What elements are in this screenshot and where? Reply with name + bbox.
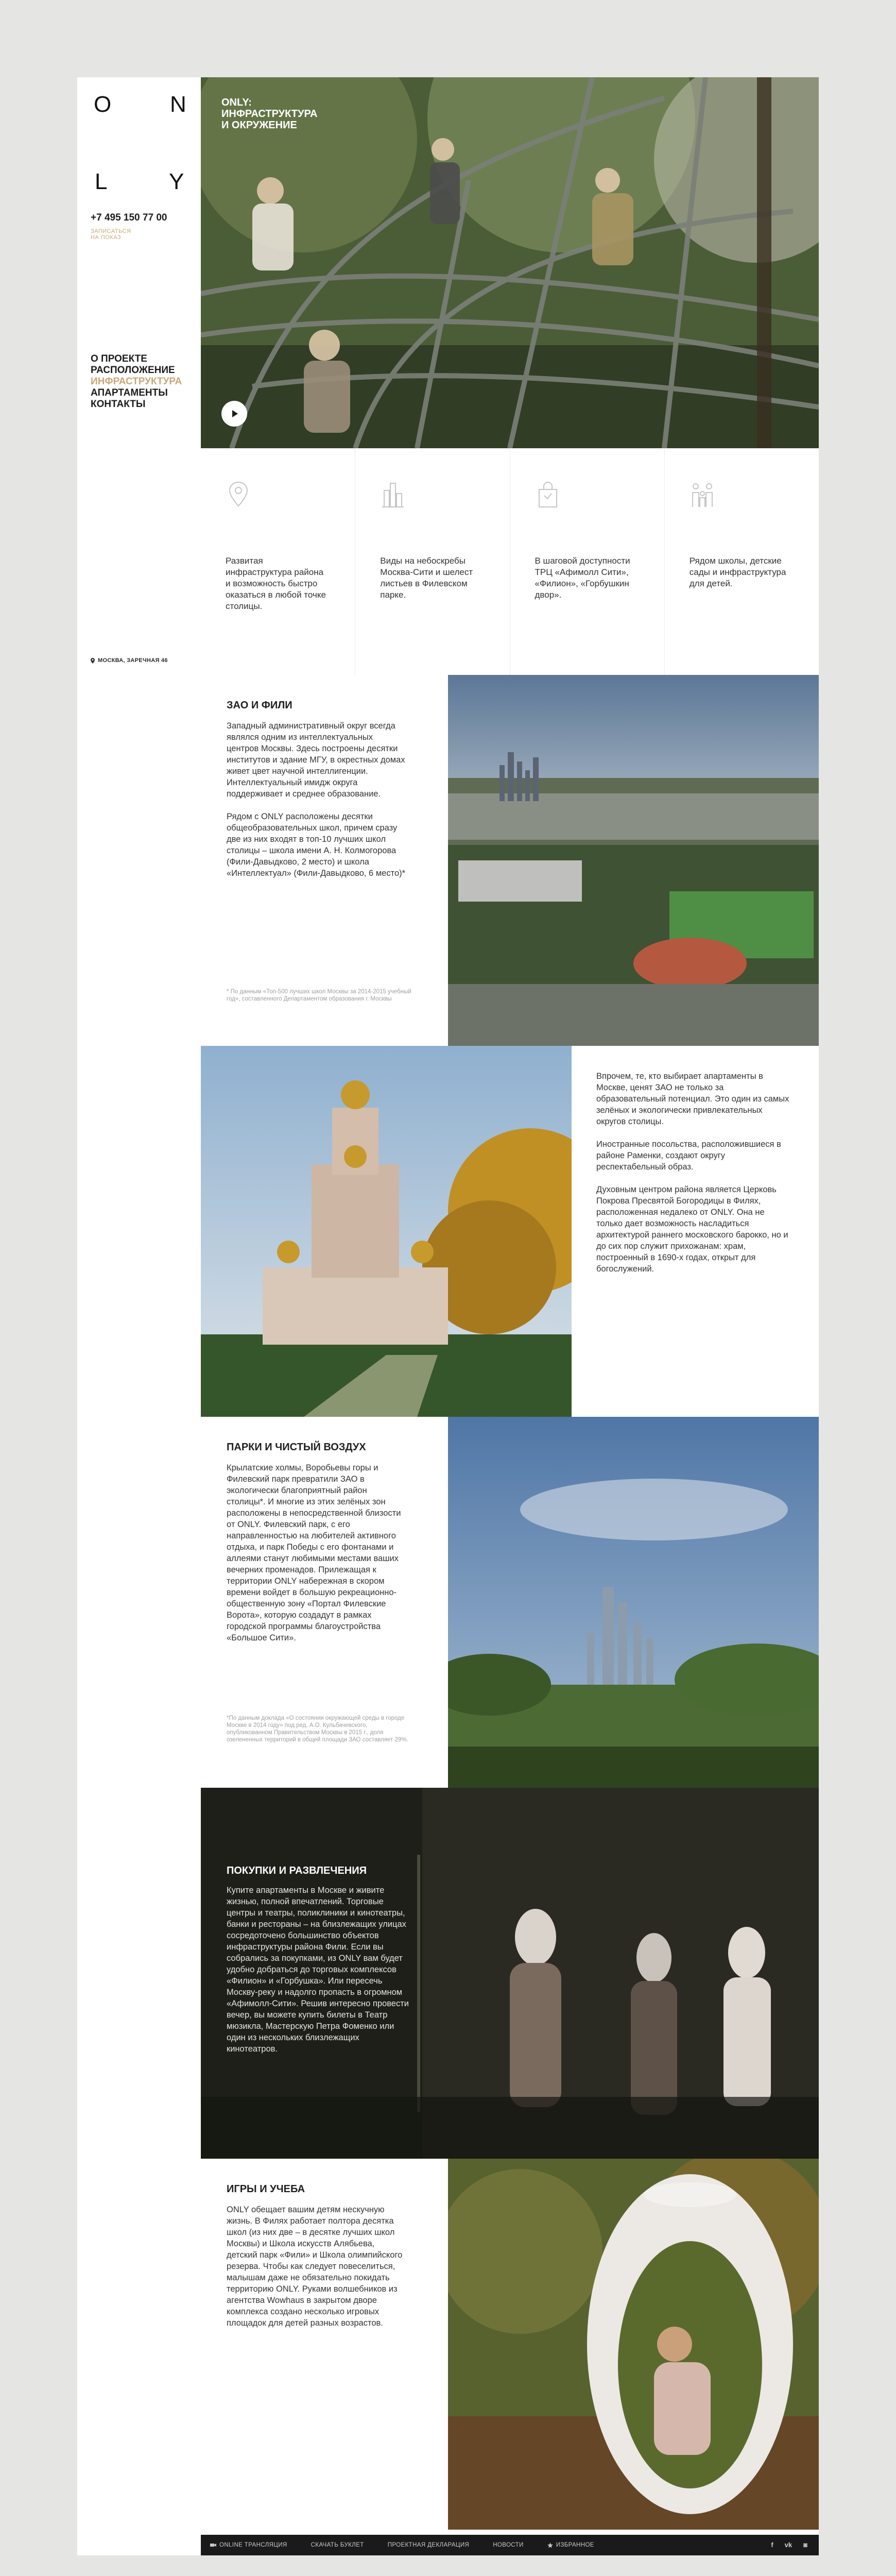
phone-number[interactable]: +7 495 150 77 00	[91, 212, 167, 223]
section-games	[201, 2159, 819, 2530]
section-body	[227, 720, 407, 890]
church-photo	[201, 1046, 572, 1417]
star-icon	[547, 2543, 553, 2548]
footer-link-online[interactable]: ONLINE ТРАНСЛЯЦИЯ	[210, 2542, 287, 2548]
section-body	[227, 1462, 407, 1655]
park-skyline-photo	[448, 1417, 819, 1788]
logo-letter: N	[170, 92, 186, 117]
feature-text: Развитая инфраструктура района и возможность быстро оказаться в любой точке столицы.	[226, 556, 326, 611]
footer-link-favorites[interactable]: ИЗБРАННОЕ	[547, 2542, 594, 2548]
feature-item	[510, 448, 665, 675]
address-text: МОСКВА, ЗАРЕЧНАЯ 46	[98, 657, 168, 664]
map-pin-icon	[91, 658, 95, 664]
paragraph: Крылатские холмы, Воробьевы горы и Филевский парк превратили ЗАО в экологически благоприятный район столицы*. И многие из этих зелёных зон расположены в непосредственной близости от ONLY. Филевский парк, с его направленностью на любителей активного отдыха, и парк Победы с его фонтанами и аллеями станут любимыми местами ваших вечерних променадов. Прилежащая к территории ONLY набережная в скором времени войдет в большую рекреационно-общественную зону «Портал Филевские Ворота», которую создадут в рамках городской программы благоустройства «Большое Сити».	[227, 1463, 401, 1642]
feature-item	[355, 448, 510, 675]
camera-icon	[210, 2543, 216, 2548]
location-pin-icon	[226, 479, 251, 510]
section-title: ПАРКИ И ЧИСТЫЙ ВОЗДУХ	[227, 1442, 366, 1453]
section-body	[227, 2204, 407, 2340]
section-text	[572, 1046, 819, 1417]
section-title: ПОКУПКИ И РАЗВЛЕЧЕНИЯ	[227, 1865, 367, 1876]
section-title: ЗАО И ФИЛИ	[227, 700, 292, 711]
feature-item	[665, 448, 819, 675]
family-icon	[690, 479, 715, 510]
footer-link-declaration[interactable]: ПРОЕКТНАЯ ДЕКЛАРАЦИЯ	[387, 2542, 470, 2548]
section-text	[201, 2159, 448, 2530]
hero-photo	[201, 77, 819, 448]
play-button[interactable]	[221, 401, 247, 427]
footer-link-news[interactable]: НОВОСТИ	[493, 2542, 524, 2548]
section-text	[201, 1417, 448, 1788]
paragraph: Впрочем, те, кто выбирает апартаменты в Москве, ценят ЗАО не только за образовательный потенциал. Это один из самых зелёных и экологически привлекательных округов столицы.	[596, 1072, 789, 1126]
feature-text: Рядом школы, детские сады и инфраструктура для детей.	[689, 556, 786, 588]
section-zao	[201, 675, 819, 1046]
hero-video[interactable]	[201, 77, 819, 448]
vk-icon[interactable]: vk	[784, 2541, 792, 2549]
address[interactable]	[91, 657, 168, 664]
main-nav	[91, 353, 182, 410]
facebook-icon[interactable]: f	[771, 2541, 773, 2549]
features-row	[201, 448, 819, 675]
skyscrapers-icon	[380, 479, 406, 510]
paragraph: Духовным центром района является Церковь Покрова Пресвятой Богородицы в Филях, расположенная недалеко от ONLY. Она не только дает возможность насладиться архитектурой раннего московского барокко, но и до сих пор служит прихожанам: храм, построенный в 1690-х годах, открыт для богослужений.	[596, 1185, 788, 1274]
paragraph: Купите апартаменты в Москве и живите жизнью, полной впечатлений. Торговые центры и театры, поликлиники и кинотеатры, банки и рестораны – на близлежащих улицах сосредоточено большинство объектов инфраструктуры района Фили. Если вы собрались за покупками, из ONLY вам будет удобно добраться до торговых комплексов «Филион» и «Горбушка». Или пересечь Москву-реку и надолго пропасть в огромном «Афимолл-Сити». Решив интересно провести вечер, вы можете купить билеты в Театр мюзикла, Мастерскую Петра Фоменко или один из нескольких близлежащих кинотеатров.	[227, 1886, 409, 2054]
section-text	[201, 675, 448, 1046]
sidebar	[77, 77, 201, 2555]
social-links	[771, 2541, 807, 2549]
logo-letter: O	[94, 92, 112, 117]
paragraph: Иностранные посольства, расположившиеся в районе Раменки, создают округу респектабельный образ.	[596, 1140, 781, 1172]
section-parks	[201, 1417, 819, 1788]
play-icon	[229, 409, 239, 419]
moscow-panorama-photo	[448, 675, 819, 1046]
section-title: ИГРЫ И УЧЕБА	[227, 2183, 305, 2195]
paragraph: ONLY обещает вашим детям нескучную жизнь. В Филях работает полтора десятка школ (из них две – в десятке лучших школ Москвы) и Школа искусств Алябьева, детский парк «Фили» и Школа олимпийского резерва. Чтобы как следует повеселиться, малышам даже не обязательно покидать территорию ONLY. Руками волшебников из агентства Wowhaus в закрытом дворе комплекса создано несколько игровых площадок для детей разных возрастов.	[227, 2205, 403, 2328]
footnote: * По данным «Топ-500 лучших школ Москвы за 2014-2015 учебный год», составленного Департаментом образования г. Москвы	[227, 989, 411, 1002]
callback-link[interactable]: ЗАПИСАТЬСЯ НА ПОКАЗ	[91, 228, 131, 241]
nav-item-apartments[interactable]: АПАРТАМЕНТЫ	[91, 387, 168, 398]
nav-item-infrastructure[interactable]: ИНФРАСТРУКТУРА	[91, 376, 182, 387]
section-body	[596, 1071, 792, 1286]
footer-bar	[201, 2535, 819, 2555]
feature-text: В шаговой доступности ТРЦ «Афимолл Сити», «Филион», «Горбушкин двор».	[535, 556, 630, 600]
section-shopping	[201, 1788, 819, 2159]
feature-text: Виды на небоскребы Москва-Сити и шелест листьев в Филевском парке.	[380, 556, 473, 600]
logo-letter: L	[95, 169, 108, 194]
nav-item-location[interactable]: РАСПОЛОЖЕНИЕ	[91, 365, 175, 376]
child-swing-photo	[448, 2159, 819, 2530]
main-content	[201, 77, 819, 2555]
instagram-icon[interactable]: ◙	[803, 2541, 807, 2549]
feature-item	[201, 448, 355, 675]
paragraph: Рядом с ONLY расположены десятки общеобразовательных школ, причем сразу две из них входят в топ-10 лучших школ столицы – школа имени А. Н. Колмогорова (Фили-Давыдково, 2 место) и школа «Интеллектуал» (Фили-Давыдково, 6 место)*	[227, 812, 406, 878]
shopping-bag-icon	[535, 479, 561, 510]
nav-item-about[interactable]: О ПРОЕКТЕ	[91, 353, 147, 364]
section-church	[201, 1046, 819, 1417]
hero-title: ONLY: ИНФРАСТРУКТУРА И ОКРУЖЕНИЕ	[221, 97, 318, 131]
nav-item-contacts[interactable]: КОНТАКТЫ	[91, 399, 146, 410]
section-body	[227, 1885, 412, 2055]
footnote: *По данным доклада «О состоянии окружающей среды в городе Москве в 2014 году» под ред. А.О. Кульбачевского, опубликованном Правительством Москвы в 2015 г., доля озелененных территорий в общей площади ЗАО составляет 29%.	[227, 1715, 408, 1743]
paragraph: Западный административный округ всегда являлся одним из интеллектуальных центров Москвы. Здесь построены десятки институтов и здание МГУ, в окрестных домах живет цвет научной интеллигенции. Интеллектуальный имидж округа поддерживает и среднее образование.	[227, 721, 405, 799]
footer-link-booklet[interactable]: СКАЧАТЬ БУКЛЕТ	[311, 2542, 364, 2548]
logo-letter: Y	[169, 169, 184, 194]
only-logo[interactable]	[88, 92, 191, 195]
